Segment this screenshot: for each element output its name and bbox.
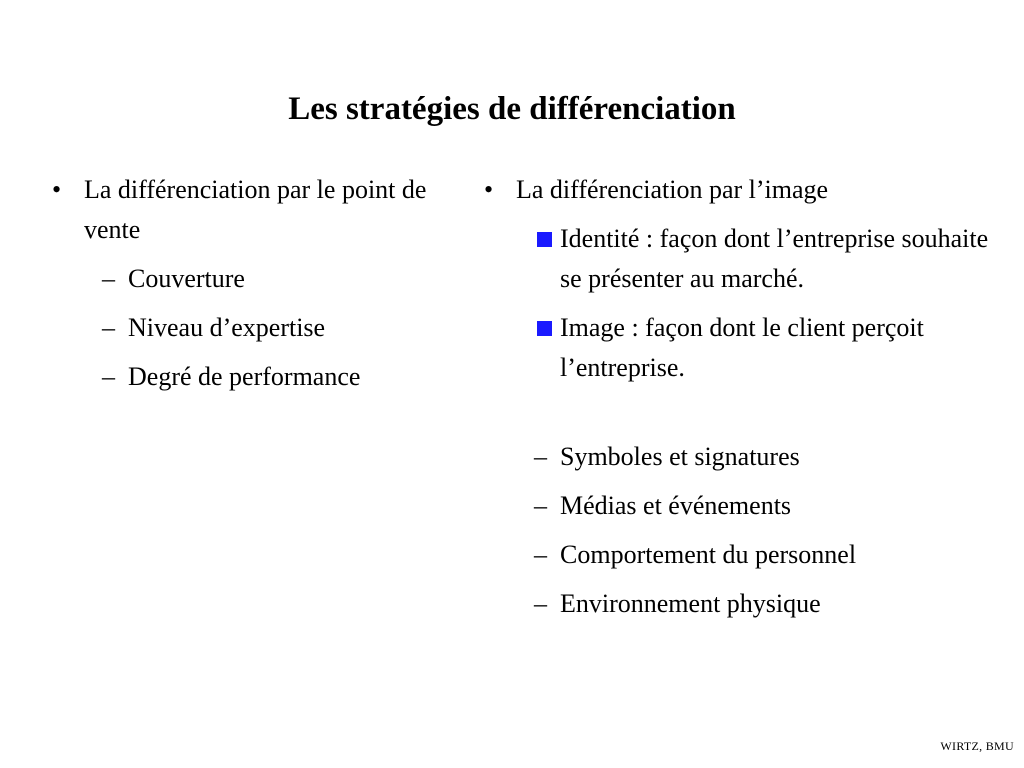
sub-item <box>46 259 456 299</box>
spacer <box>478 388 998 428</box>
left-column <box>46 170 456 397</box>
dash-marker: – <box>534 589 547 618</box>
bullet-item <box>478 170 998 210</box>
sub-item-text: Comportement du personnel <box>560 540 857 569</box>
sub-item-text: Médias et événements <box>560 491 792 520</box>
bullet-text: La différenciation par l’image <box>516 175 829 204</box>
sub-item <box>478 535 998 575</box>
square-item <box>478 308 998 388</box>
sub-item <box>46 308 456 348</box>
sub-item-text: Couverture <box>128 264 245 293</box>
bullet-item <box>46 170 456 250</box>
square-item-text: Identité : façon dont l’entreprise souhaite se présenter au marché. <box>560 224 989 293</box>
dash-marker: – <box>102 362 115 391</box>
bullet-text: La différenciation par le point de vente <box>84 175 427 244</box>
sub-item <box>478 584 998 624</box>
dash-marker: – <box>534 491 547 520</box>
dash-marker: – <box>102 313 115 342</box>
square-item <box>478 219 998 299</box>
square-item-text: Image : façon dont le client perçoit l’entreprise. <box>560 313 924 382</box>
sub-item-text: Environnement physique <box>560 589 821 618</box>
sub-item-text: Niveau d’expertise <box>128 313 326 342</box>
slide-title: Les stratégies de différenciation <box>288 91 736 127</box>
dash-marker: – <box>534 442 547 471</box>
sub-item <box>478 486 998 526</box>
sub-item <box>46 357 456 397</box>
sub-item-text: Degré de performance <box>128 362 361 391</box>
square-bullet-icon <box>537 232 552 247</box>
sub-item-text: Symboles et signatures <box>560 442 800 471</box>
square-bullet-icon <box>537 321 552 336</box>
dash-marker: – <box>102 264 115 293</box>
footer-credit: WIRTZ, BMU <box>940 739 1014 753</box>
right-column <box>478 170 998 624</box>
sub-item <box>478 437 998 477</box>
bullet-marker: • <box>484 175 494 204</box>
bullet-marker: • <box>52 175 62 204</box>
dash-marker: – <box>534 540 547 569</box>
